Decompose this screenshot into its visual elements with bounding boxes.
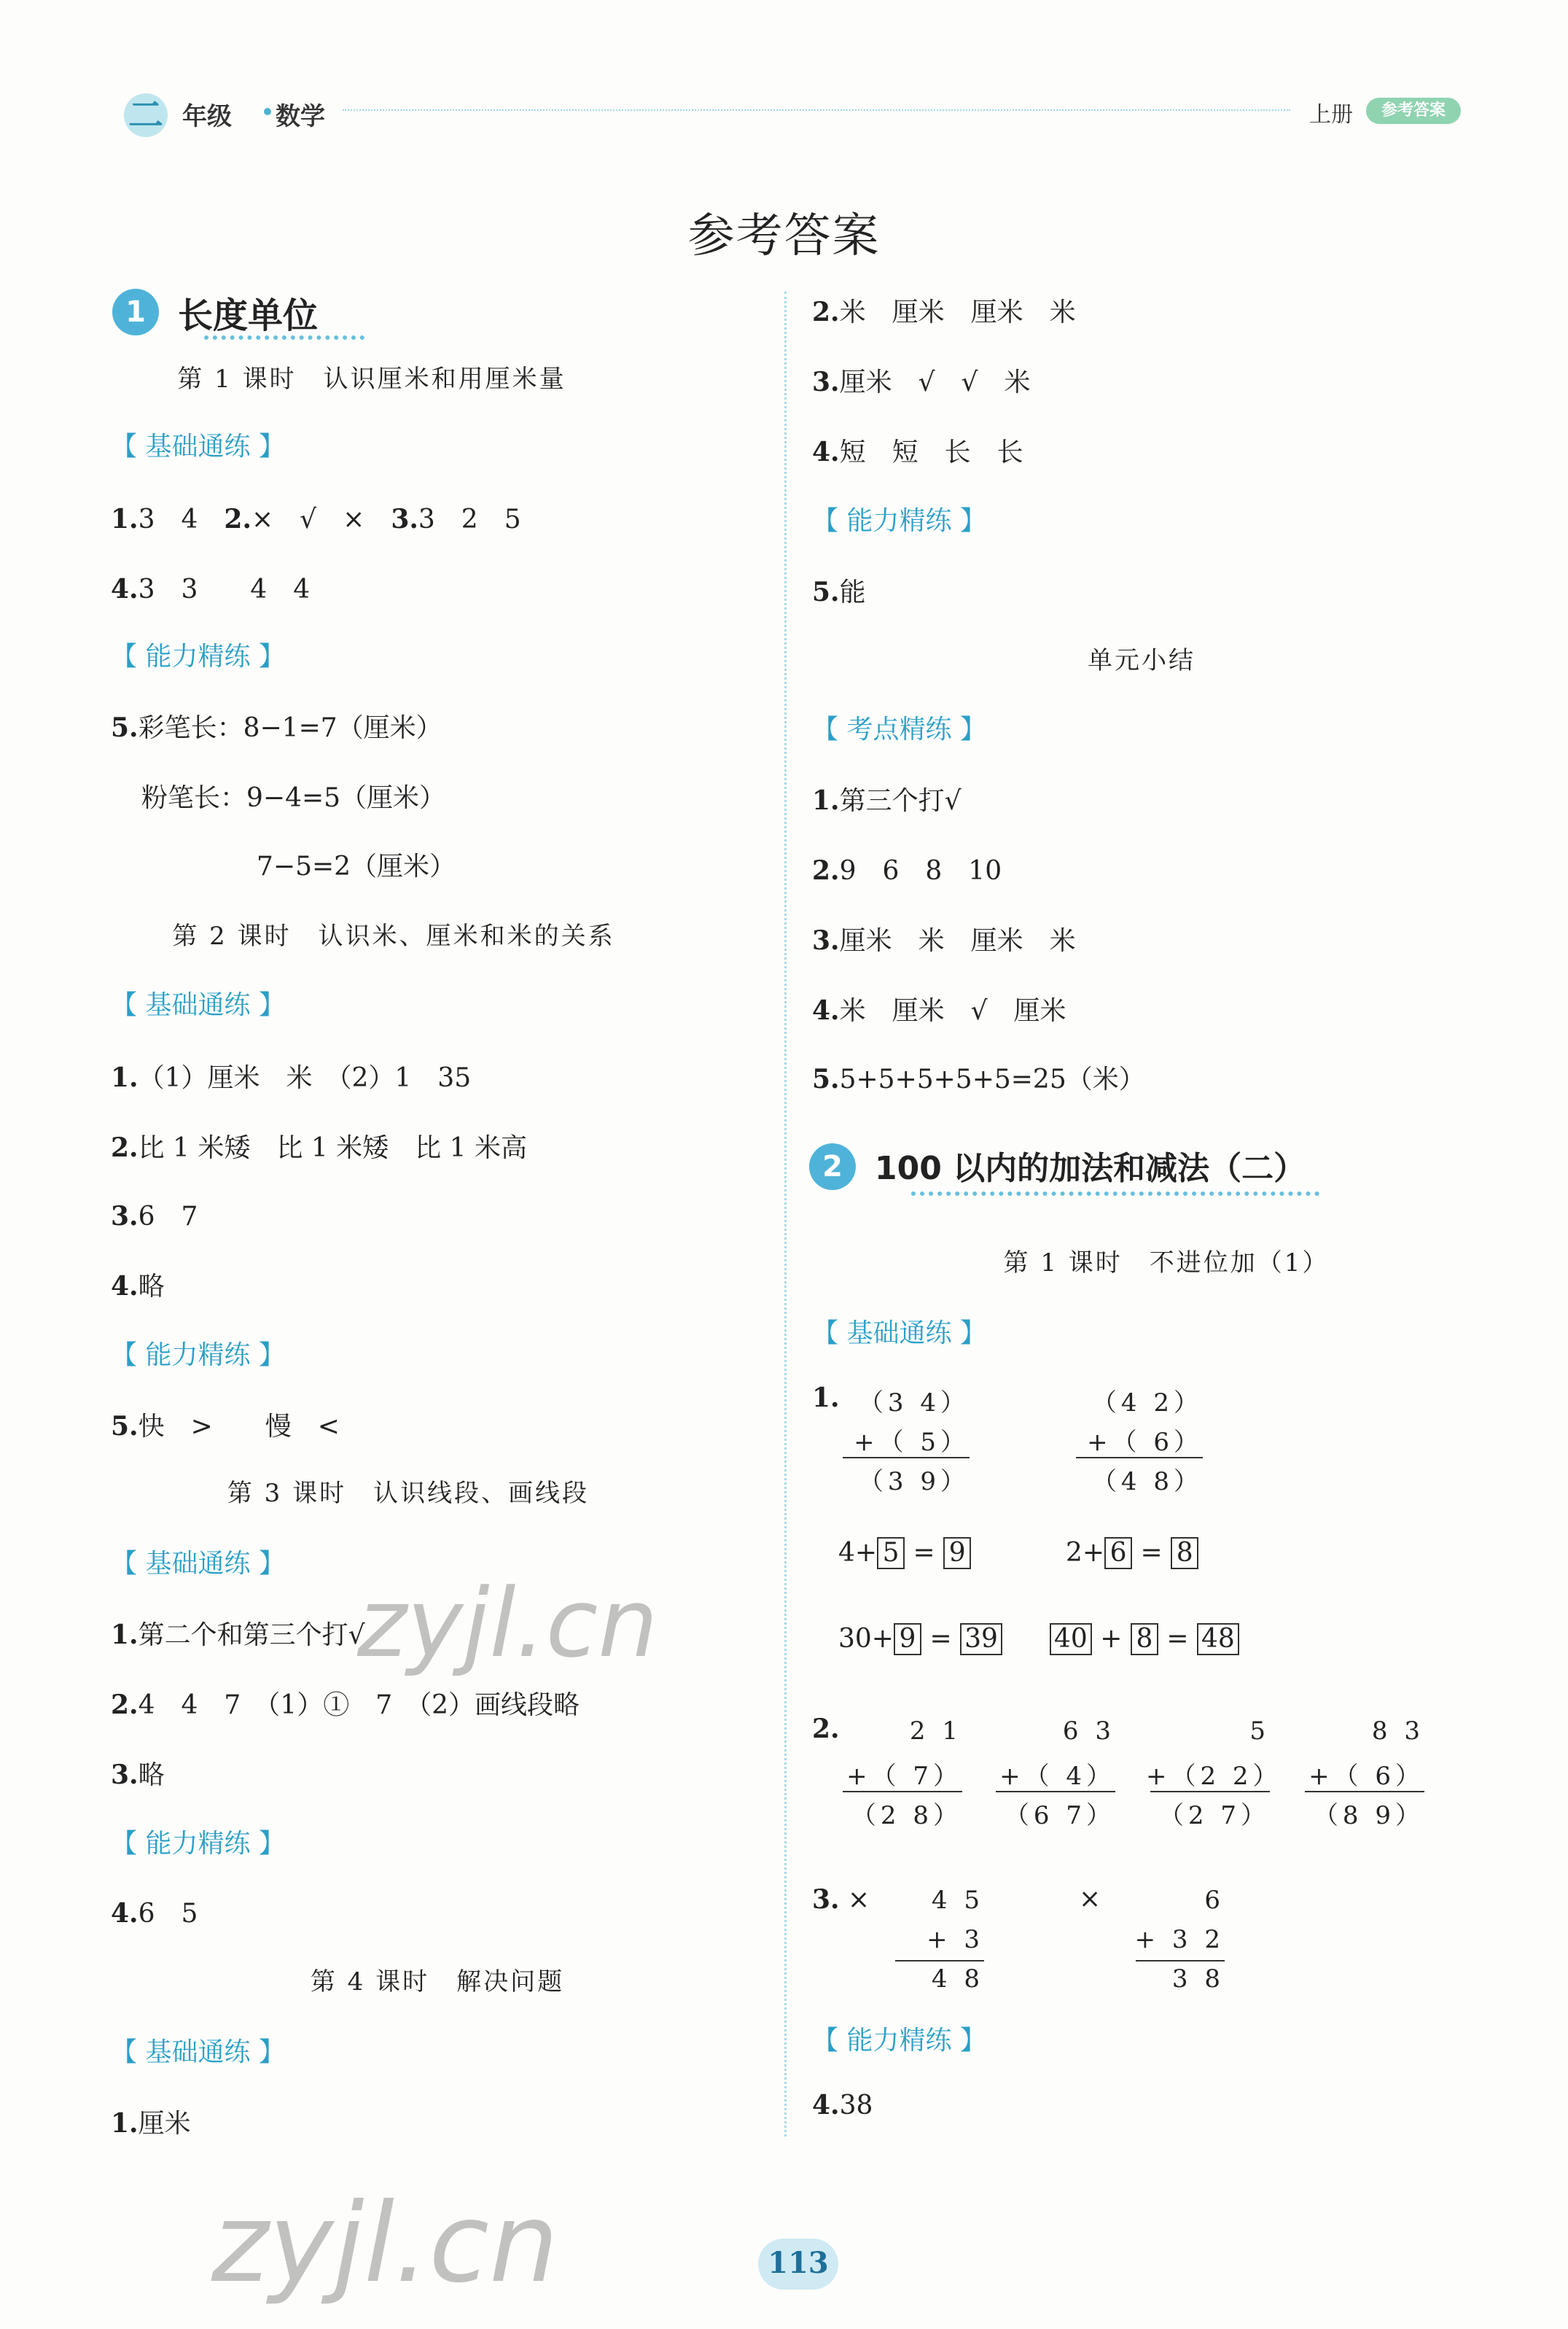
question-number: 1. <box>812 1383 840 1413</box>
calc-top: （3 4） <box>858 1388 970 1418</box>
section-basic: 【 基础通练 】 <box>111 432 285 462</box>
page-title: 参考答案 <box>687 209 881 263</box>
answer-line: 3.略 <box>111 1760 165 1790</box>
lesson-title: 第 1 课时 不进位加（1） <box>1003 1248 1330 1278</box>
section-ability: 【 能力精练 】 <box>111 642 285 672</box>
header-rule <box>343 109 1290 111</box>
answer-line: 5.彩笔长：8−1=7（厘米） <box>111 712 442 743</box>
calc-result: （8 9） <box>1313 1801 1424 1830</box>
calc-addend: +（ 4） <box>999 1762 1115 1791</box>
lesson-title: 第 3 课时 认识线段、画线段 <box>227 1479 590 1508</box>
calc-rule <box>996 1791 1115 1792</box>
watermark-bottom: zyjl.cn <box>211 2180 559 2307</box>
summary-title: 单元小结 <box>1088 646 1195 675</box>
calc-rule <box>843 1791 962 1792</box>
calc-addend: +（ 7） <box>846 1762 962 1791</box>
lesson-title: 第 2 课时 认识米、厘米和米的关系 <box>172 922 615 951</box>
section-basic: 【 基础通练 】 <box>111 990 285 1020</box>
calc-rule <box>1136 1960 1225 1961</box>
unit1-title: 长度单位 <box>178 295 319 336</box>
unit2-badge: 2 <box>809 1143 856 1190</box>
section-ability: 【 能力精练 】 <box>111 1829 285 1859</box>
section-ability: 【 能力精练 】 <box>111 1340 285 1370</box>
boxed-equation: 30+ 9 = 39 <box>838 1623 1002 1655</box>
calc-top: 4 5 <box>931 1886 984 1915</box>
boxed-equation: 2+ 6 = 8 <box>1066 1537 1198 1569</box>
header-dot <box>264 108 271 115</box>
boxed-equation: 4+ 5 = 9 <box>838 1537 971 1569</box>
section-basic: 【 基础通练 】 <box>111 2037 285 2067</box>
unit2-title: 100 以内的加法和减法（二） <box>875 1150 1306 1187</box>
answer-line: 4.6 5 <box>111 1898 198 1929</box>
calc-addend: + 3 2 <box>1134 1925 1225 1954</box>
answer-line: 2.4 4 7 （1）① 7 （2）画线段略 <box>111 1690 580 1720</box>
answer-line: 4.短 短 长 长 <box>812 437 1023 467</box>
calc-result: 3 8 <box>1171 1964 1225 1994</box>
section-basic: 【 基础通练 】 <box>812 1318 986 1348</box>
answer-line: 1.3 4 2.× √ × 3.3 2 5 <box>111 504 521 534</box>
lesson-title: 第 1 课时 认识厘米和用厘米量 <box>177 365 566 394</box>
calc-top: 2 1 <box>909 1716 962 1746</box>
answer-line: 4.38 <box>812 2090 873 2120</box>
answer-line: 4.略 <box>111 1271 165 1302</box>
header-subject: 数学 <box>276 102 325 131</box>
calc-addend: +（ 6） <box>1087 1428 1203 1457</box>
answer-line: 5.能 <box>812 577 866 607</box>
answer-line: 5.5+5+5+5+5=25（米） <box>812 1064 1145 1094</box>
answer-line: 3.厘米 米 厘米 米 <box>812 925 1076 956</box>
calc-addend: + 3 <box>927 1925 984 1954</box>
unit1-underline <box>204 335 364 340</box>
calc-rule <box>1305 1791 1424 1792</box>
header-tag: 参考答案 <box>1366 98 1461 124</box>
calc-result: 4 8 <box>931 1964 984 1994</box>
boxed-equation: 40 + 8 = 48 <box>1050 1623 1239 1655</box>
lesson-title: 第 4 课时 解决问题 <box>310 1967 565 1996</box>
answer-line: 1.第三个打√ <box>812 785 962 816</box>
header-grade: 年级 <box>182 102 232 131</box>
calc-result: （2 8） <box>851 1801 962 1830</box>
answer-line: 2.9 6 8 10 <box>812 855 1002 886</box>
calc-top: 5 <box>1249 1716 1270 1746</box>
question-number: 2. <box>812 1714 840 1744</box>
answer-line: 2.米 厘米 厘米 米 <box>812 297 1076 327</box>
answer-line: 4.3 3 4 4 <box>111 574 311 604</box>
answer-line: 4.米 厘米 √ 厘米 <box>812 995 1066 1026</box>
answer-line: 2.比 1 米矮 比 1 米矮 比 1 米高 <box>111 1132 527 1163</box>
answer-line: 3.6 7 <box>111 1201 198 1232</box>
calc-top: 6 3 <box>1062 1716 1115 1746</box>
answer-line: 1.第二个和第三个打√ <box>111 1620 365 1650</box>
calc-result: （6 7） <box>1004 1801 1115 1830</box>
calc-result: （4 8） <box>1091 1467 1203 1496</box>
unit2-underline <box>911 1191 1319 1196</box>
section-ability: 【 能力精练 】 <box>812 506 986 536</box>
calc-rule <box>1150 1791 1270 1792</box>
section-exam: 【 考点精练 】 <box>812 715 986 744</box>
calc-top: （4 2） <box>1091 1388 1203 1418</box>
calc-addend: +（ 5） <box>854 1428 970 1457</box>
answer-line: 7−5=2（厘米） <box>257 852 456 882</box>
section-ability: 【 能力精练 】 <box>812 2026 986 2056</box>
calc-rule <box>895 1960 984 1961</box>
answer-line: 3.厘米 √ √ 米 <box>812 367 1031 397</box>
cross-mark: × <box>1079 1884 1101 1914</box>
answer-line: 5.快 > 慢 < <box>111 1411 340 1442</box>
grade-badge: 二 <box>124 93 168 137</box>
calc-addend: +（2 2） <box>1146 1762 1282 1791</box>
watermark-mid: zyjl.cn <box>357 1568 658 1679</box>
calc-rule <box>1076 1457 1203 1458</box>
page-number: 113 <box>768 2246 829 2280</box>
section-basic: 【 基础通练 】 <box>111 1549 285 1579</box>
column-divider <box>784 292 787 2136</box>
calc-rule <box>843 1457 970 1458</box>
calc-result: （2 7） <box>1158 1801 1270 1830</box>
unit1-badge: 1 <box>112 289 159 335</box>
question-number: 3. × <box>812 1884 870 1915</box>
calc-top: 8 3 <box>1371 1716 1424 1746</box>
calc-addend: +（ 6） <box>1308 1762 1424 1791</box>
calc-result: （3 9） <box>858 1467 970 1496</box>
answer-line: 1.（1）厘米 米 （2）1 35 <box>111 1062 472 1093</box>
calc-top: 6 <box>1204 1886 1225 1915</box>
answer-line: 粉笔长：9−4=5（厘米） <box>141 783 446 813</box>
header-volume: 上册 <box>1309 102 1353 128</box>
answer-line: 1.厘米 <box>111 2108 191 2139</box>
